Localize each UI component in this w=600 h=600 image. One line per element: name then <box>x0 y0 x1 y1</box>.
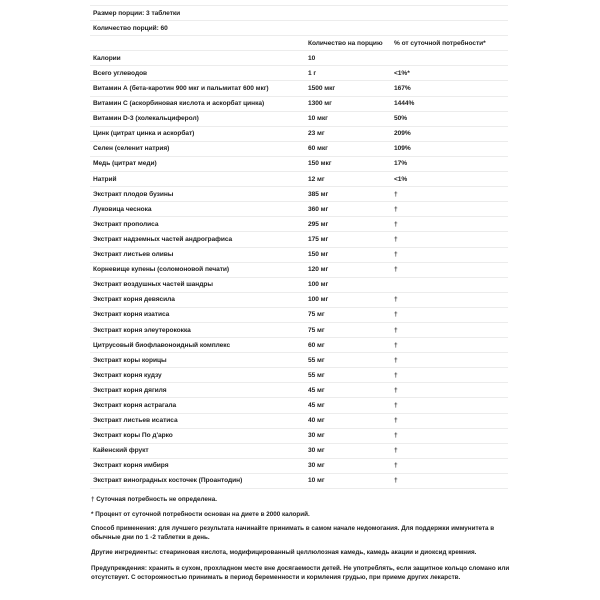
daily-value: † <box>394 371 398 379</box>
daily-value: † <box>394 296 398 304</box>
nutrient-name: Кайенский фрукт <box>93 447 149 455</box>
daily-value: † <box>394 462 398 470</box>
amount-per-serving: 150 мкг <box>308 160 332 168</box>
table-header-row <box>90 36 508 51</box>
nutrient-name: Цитрусовый биофлавоноидный комплекс <box>93 341 231 349</box>
table-row <box>90 398 508 413</box>
table-row <box>90 263 508 278</box>
amount-per-serving: 75 мг <box>308 311 325 319</box>
table-row <box>90 172 508 187</box>
nutrient-name: Экстракт плодов бузины <box>93 190 174 198</box>
table-row <box>90 112 508 127</box>
nutrient-name: Натрий <box>93 175 117 183</box>
table-row <box>90 217 508 232</box>
amount-per-serving: 40 мг <box>308 417 325 425</box>
amount-per-serving: 100 мг <box>308 281 329 289</box>
amount-per-serving: 295 мг <box>308 220 329 228</box>
serving-size-row <box>90 6 508 21</box>
table-row <box>90 368 508 383</box>
nutrient-name: Экстракт коры корицы <box>93 356 167 364</box>
daily-value: † <box>394 356 398 364</box>
table-row <box>90 248 508 263</box>
supplement-facts-table <box>90 0 508 489</box>
amount-per-serving: 30 мг <box>308 462 325 470</box>
nutrient-name: Экстракт коры По д'арко <box>93 432 173 440</box>
amount-per-serving: 10 мг <box>308 477 325 485</box>
table-row <box>90 51 508 66</box>
amount-per-serving: 30 мг <box>308 447 325 455</box>
nutrient-name: Витамин А (бета-каротин 900 мкг и пальмитат 600 мкг) <box>93 85 269 93</box>
daily-value: † <box>394 190 398 198</box>
table-row <box>90 97 508 112</box>
nutrient-name: Витамин С (аскорбиновая кислота и аскорбат цинка) <box>93 100 265 108</box>
table-body <box>90 51 508 489</box>
amount-per-serving: 23 мг <box>308 130 325 138</box>
table-row <box>90 293 508 308</box>
asterisk-note: * Процент от суточной потребности основан на диете в 2000 калорий. <box>91 510 310 518</box>
amount-per-serving: 175 мг <box>308 235 329 243</box>
servings-count-row <box>90 21 508 36</box>
table-row <box>90 157 508 172</box>
amount-per-serving: 1 г <box>308 69 317 77</box>
nutrient-name: Цинк (цитрат цинка и аскорбат) <box>93 130 195 138</box>
header-amount: Количество на порцию <box>308 39 383 47</box>
table-row <box>90 383 508 398</box>
table-row <box>90 338 508 353</box>
nutrient-name: Экстракт виноградных косточек (Проантодин) <box>93 477 243 485</box>
table-row <box>90 414 508 429</box>
daily-value: † <box>394 417 398 425</box>
daily-value: 17% <box>394 160 408 168</box>
daily-value: † <box>394 386 398 394</box>
nutrient-name: Экстракт корня элеутерококка <box>93 326 191 334</box>
table-row <box>90 474 508 489</box>
daily-value: † <box>394 205 398 213</box>
table-row <box>90 308 508 323</box>
nutrient-name: Медь (цитрат меди) <box>93 160 157 168</box>
amount-per-serving: 10 мкг <box>308 115 328 123</box>
nutrient-name: Корневище купены (соломоновой печати) <box>93 266 230 274</box>
nutrient-name: Экстракт прополиса <box>93 220 159 228</box>
table-row <box>90 444 508 459</box>
nutrient-name: Экстракт корня девясила <box>93 296 175 304</box>
daily-value: 1444% <box>394 100 415 108</box>
nutrient-name: Калории <box>93 54 121 62</box>
daily-value: <1% <box>394 175 408 183</box>
daily-value: † <box>394 251 398 259</box>
nutrient-name: Экстракт корня дягиля <box>93 386 167 394</box>
dagger-note: † Суточная потребность не определена. <box>91 496 217 503</box>
nutrient-name: Луковица чеснока <box>93 205 152 213</box>
table-row <box>90 127 508 142</box>
amount-per-serving: 55 мг <box>308 371 325 379</box>
amount-per-serving: 1500 мкг <box>308 85 336 93</box>
amount-per-serving: 385 мг <box>308 190 329 198</box>
nutrient-name: Экстракт листьев исатиса <box>93 417 178 425</box>
amount-per-serving: 45 мг <box>308 401 325 409</box>
amount-per-serving: 1300 мг <box>308 100 332 108</box>
table-row <box>90 142 508 157</box>
warnings-note: Предупреждения: хранить в сухом, прохладном месте вне досягаемости детей. Не употреблять, если защитное кольцо сломано или отсутствует. С осторожностью принимать в период беременности и кормления грудью, при приеме других лекарств. <box>91 564 510 581</box>
usage-note: Способ применения: для лучшего результата начинайте принимать в самом начале недомогания. Для поддержки иммунитета в обычные дни по 1 -2 таблетки в день. <box>91 525 495 541</box>
nutrient-name: Селен (селенит натрия) <box>93 145 170 153</box>
amount-per-serving: 75 мг <box>308 326 325 334</box>
amount-per-serving: 10 <box>308 54 316 62</box>
table-row <box>90 323 508 338</box>
header-daily-value: % от суточной потребности* <box>394 39 486 47</box>
table-row <box>90 459 508 474</box>
daily-value: † <box>394 341 398 349</box>
servings-count-label: Количество порций: 60 <box>93 24 168 32</box>
amount-per-serving: 12 мг <box>308 175 325 183</box>
daily-value: † <box>394 266 398 274</box>
nutrient-name: Витамин D-3 (холекальциферол) <box>93 115 199 123</box>
daily-value: 109% <box>394 145 411 153</box>
table-row <box>90 232 508 247</box>
daily-value: † <box>394 447 398 455</box>
daily-value: 209% <box>394 130 411 138</box>
other-ingredients-note: Другие ингредиенты: стеариновая кислота, модифицированный целлюлозная камедь, камедь акации и диоксид кремния. <box>91 549 477 557</box>
daily-value: 167% <box>394 85 411 93</box>
amount-per-serving: 100 мг <box>308 296 329 304</box>
nutrient-name: Экстракт корня имбиря <box>93 462 169 470</box>
amount-per-serving: 60 мкг <box>308 145 328 153</box>
nutrient-name: Всего углеводов <box>93 69 148 77</box>
nutrient-name: Экстракт корня изатиса <box>93 311 170 319</box>
amount-per-serving: 55 мг <box>308 356 325 364</box>
nutrient-name: Экстракт корня кудзу <box>93 371 162 379</box>
table-row <box>90 66 508 81</box>
nutrient-name: Экстракт листьев оливы <box>93 251 174 259</box>
notes-section <box>91 496 511 589</box>
table-row <box>90 429 508 444</box>
nutrient-name: Экстракт корня астрагала <box>93 401 177 409</box>
daily-value: † <box>394 432 398 440</box>
amount-per-serving: 150 мг <box>308 251 329 259</box>
table-row <box>90 202 508 217</box>
table-row <box>90 187 508 202</box>
nutrient-name: Экстракт надземных частей андрографиса <box>93 235 233 243</box>
serving-size-label: Размер порции: 3 таблетки <box>93 9 181 17</box>
daily-value: † <box>394 235 398 243</box>
table-row <box>90 353 508 368</box>
daily-value: † <box>394 311 398 319</box>
daily-value: † <box>394 477 398 485</box>
table-row <box>90 278 508 293</box>
amount-per-serving: 45 мг <box>308 386 325 394</box>
amount-per-serving: 30 мг <box>308 432 325 440</box>
amount-per-serving: 360 мг <box>308 205 329 213</box>
daily-value: † <box>394 220 398 228</box>
amount-per-serving: 120 мг <box>308 266 329 274</box>
table-row <box>90 81 508 96</box>
daily-value: <1%* <box>394 69 410 77</box>
amount-per-serving: 60 мг <box>308 341 325 349</box>
nutrient-name: Экстракт воздушных частей шандры <box>93 281 213 289</box>
daily-value: † <box>394 401 398 409</box>
daily-value: 50% <box>394 115 408 123</box>
daily-value: † <box>394 326 398 334</box>
